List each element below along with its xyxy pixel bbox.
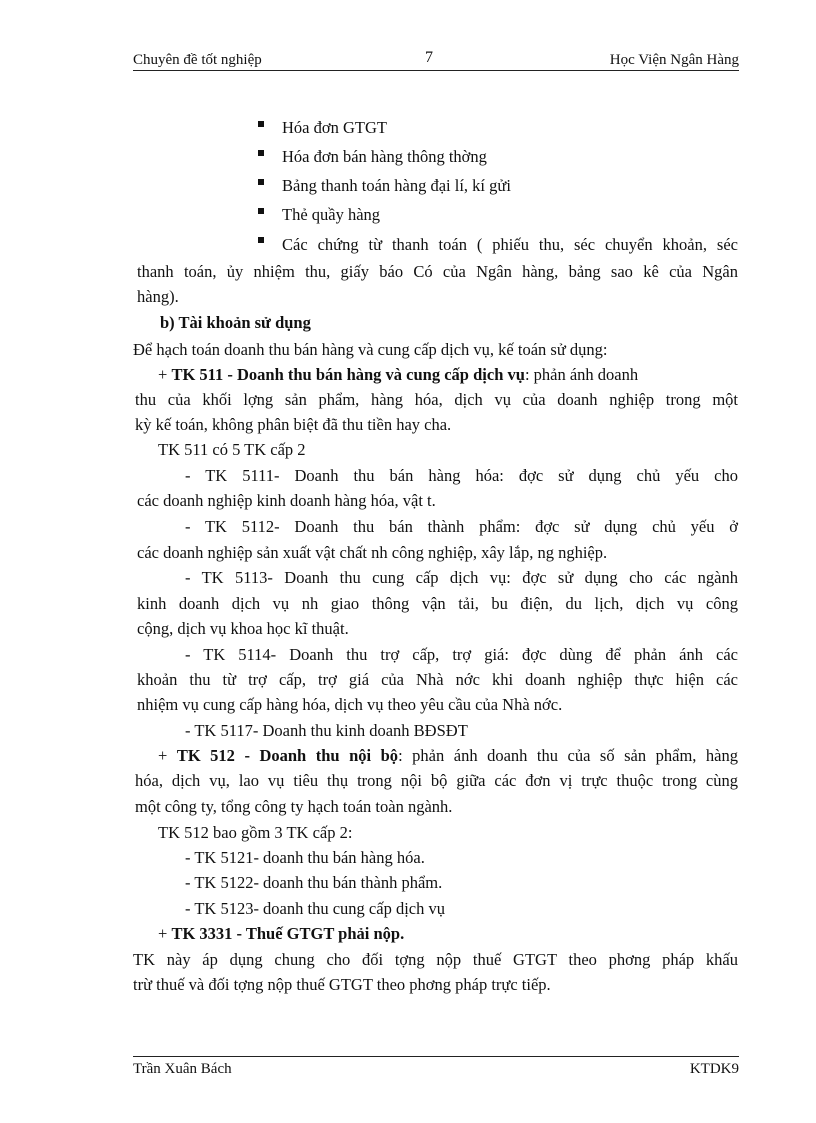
bullet-item: Các chứng từ thanh toán ( phiếu thu, séc chuyển khoản, séc (282, 235, 738, 254)
footer-code: KTDK9 (689, 1061, 739, 1077)
tk512-item: - TK 5123- doanh thu cung cấp dịch vụ (185, 899, 445, 918)
tk512-line2: hóa, dịch vụ, lao vụ tiêu thụ trong nội bộ giữa các đơn vị trực thuộc trong cùng (135, 771, 738, 790)
bullet-continuation: thanh toán, ủy nhiệm thu, giấy báo Có của Ngân hàng, bảng sao kê của Ngân (137, 262, 738, 281)
bullet-item: Hóa đơn bán hàng thông thờng (282, 147, 487, 166)
tk5112-line2: các doanh nghiệp sản xuất vật chất nh công nghiệp, xây lắp, ng nghiệp. (137, 543, 608, 562)
bullet-item: Thẻ quầy hàng (282, 205, 381, 224)
tk511-line1: + TK 511 - Doanh thu bán hàng và cung cấp dịch vụ: phản ánh doanh (158, 365, 639, 384)
tk511-title: TK 511 - Doanh thu bán hàng và cung cấp dịch vụ (171, 365, 525, 384)
bullet-item: Hóa đơn GTGT (282, 118, 387, 137)
tk5111-line1: - TK 5111- Doanh thu bán hàng hóa: đợc sử dụng chủ yếu cho (185, 466, 738, 485)
tk5112-line1: - TK 5112- Doanh thu bán thành phẩm: đợc sử dụng chủ yếu ở (185, 517, 738, 536)
tk511-line2: thu của khối lợng sản phẩm, hàng hóa, dịch vụ của doanh nghiệp trong một (135, 390, 738, 409)
intro-paragraph: Để hạch toán doanh thu bán hàng và cung cấp dịch vụ, kế toán sử dụng: (133, 340, 608, 359)
page-footer (133, 1056, 739, 1081)
tk5114-line1: - TK 5114- Doanh thu trợ cấp, trợ giá: đợc dùng để phản ánh các (185, 645, 738, 664)
tk5117-line: - TK 5117- Doanh thu kinh doanh BĐSĐT (185, 721, 468, 740)
tk5113-line3: cộng, dịch vụ khoa học kĩ thuật. (137, 619, 349, 638)
bullet-icon (258, 208, 264, 214)
tk5111-line2: các doanh nghiệp kinh doanh hàng hóa, vật t. (137, 491, 436, 510)
tk5113-line2: kinh doanh dịch vụ nh giao thông vận tải, bu điện, du lịch, dịch vụ công (137, 594, 738, 613)
tk511-subtitle: TK 511 có 5 TK cấp 2 (158, 440, 306, 459)
tk5114-line3: nhiệm vụ cung cấp hàng hóa, dịch vụ theo yêu cầu của Nhà nớc. (137, 695, 563, 714)
bullet-icon (258, 121, 264, 127)
bullet-icon (258, 237, 264, 243)
footer-author: Trần Xuân Bách (133, 1061, 232, 1077)
section-heading: b) Tài khoản sử dụng (160, 313, 311, 332)
page-number: 7 (425, 49, 433, 66)
tk5113-line1: - TK 5113- Doanh thu cung cấp dịch vụ: đợc sử dụng cho các ngành (185, 568, 738, 587)
tk512-item: - TK 5121- doanh thu bán hàng hóa. (185, 848, 425, 867)
tk512-line3: một công ty, tổng công ty hạch toán toàn ngành. (135, 797, 453, 816)
tk3331-line3: trừ thuế và đối tợng nộp thuế GTGT theo phơng pháp trực tiếp. (133, 975, 551, 994)
bullet-continuation: hàng). (137, 287, 179, 306)
tk512-subtitle: TK 512 bao gồm 3 TK cấp 2: (158, 823, 353, 842)
bullet-icon (258, 179, 264, 185)
tk512-title: TK 512 - Doanh thu nội bộ (176, 746, 399, 765)
tk3331-title: TK 3331 - Thuế GTGT phải nộp. (171, 924, 405, 943)
tk512-item: - TK 5122- doanh thu bán thành phẩm. (185, 873, 443, 892)
tk511-line3: kỳ kế toán, không phân biệt đã thu tiền hay cha. (135, 415, 452, 434)
header-right: Học Viện Ngân Hàng (609, 52, 739, 68)
bullet-icon (258, 150, 264, 156)
tk3331-line2: TK này áp dụng chung cho đối tợng nộp thuế GTGT theo phơng pháp khấu (133, 950, 738, 969)
header-left: Chuyên đề tốt nghiệp (133, 52, 262, 68)
bullet-item: Bảng thanh toán hàng đại lí, kí gửi (282, 176, 511, 195)
tk5114-line2: khoản thu từ trợ cấp, trợ giá của Nhà nớc khi doanh nghiệp thực hiện các (137, 670, 738, 689)
page-header (133, 48, 739, 71)
tk512-line1: + TK 512 - Doanh thu nội bộ: phản ánh doanh thu của số sản phẩm, hàng (158, 746, 739, 765)
tk3331-line1: + TK 3331 - Thuế GTGT phải nộp. (158, 924, 405, 943)
